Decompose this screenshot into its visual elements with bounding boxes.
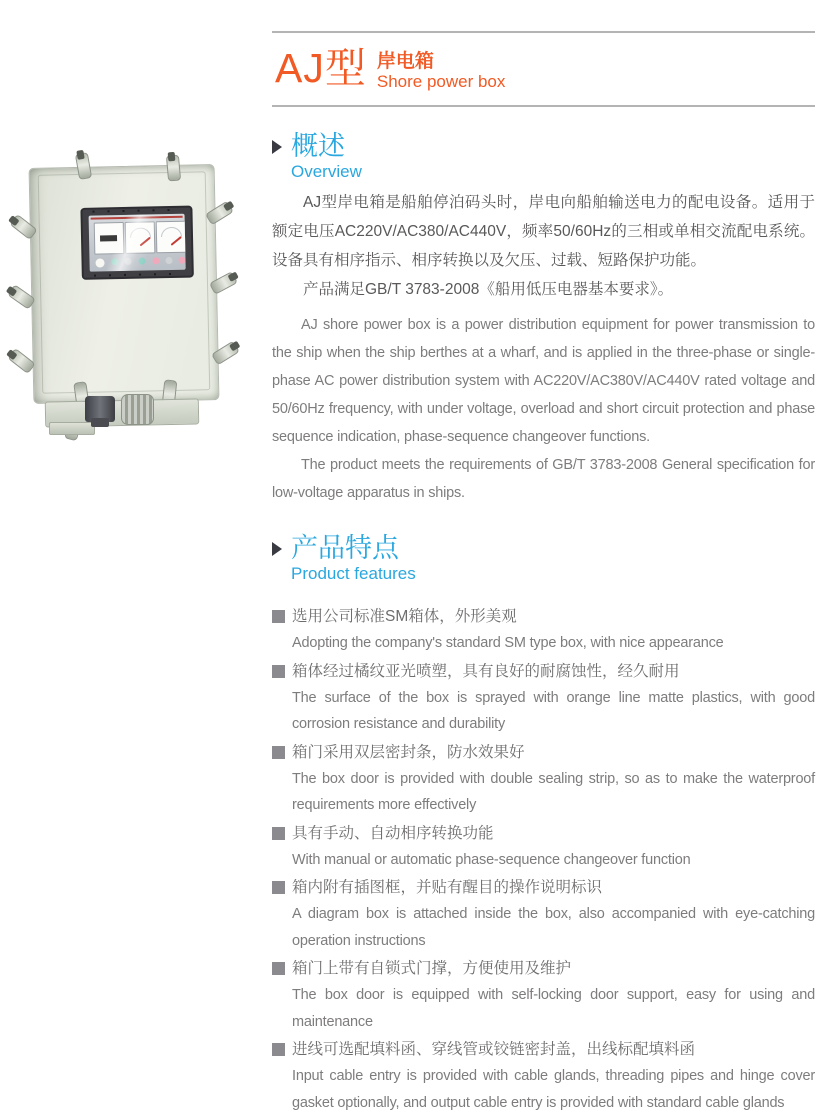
feature-text-en: The box door is equipped with self-locking door support, easy for using and maintenance	[292, 987, 815, 1030]
overview-paragraph-en-2: The product meets the requirements of GB/T 3783-2008 General specification for low-voltage apparatus in ships.	[272, 457, 815, 501]
feature-text-en: The box door is provided with double sealing strip, so as to make the waterproof requirements more effectively	[292, 770, 815, 813]
feature-text-cn: 选用公司标准SM箱体，外形美观	[292, 608, 517, 625]
box-body	[29, 164, 220, 404]
square-bullet-icon	[272, 746, 285, 759]
cable-gland-tip	[91, 418, 109, 427]
feature-item	[272, 603, 815, 657]
feature-text-en: Adopting the company's standard SM type box, with nice appearance	[292, 635, 724, 651]
square-bullet-icon	[272, 962, 285, 975]
product-name-en: Shore power box	[376, 72, 506, 91]
features-heading-en: Product features	[291, 564, 416, 583]
feature-item	[272, 955, 815, 1035]
product-name-cn: 岸电箱	[376, 51, 434, 72]
overview-paragraph-en-1: AJ shore power box is a power distribution equipment for power transmission to the ship when the ship berthes at a wharf, and is applied in the three-phase or single-phase AC power distribution system with AC220V/AC380V/AC440V rated voltage and 50/60Hz frequency, with under voltage, overload and short circuit protection and phase sequence indication, phase-sequence changeover functions.	[272, 317, 815, 445]
overview-heading	[272, 131, 815, 182]
feature-text-cn: 箱体经过橘纹亚光喷塑，具有良好的耐腐蚀性，经久耐用	[292, 662, 680, 680]
feature-text-en: The surface of the box is sprayed with orange line matte plastics, with good corrosion resistance and durability	[292, 689, 815, 732]
overview-paragraph-cn-2: 产品满足GB/T 3783-2008《船用低压电器基本要求》。	[303, 281, 674, 298]
analog-meter-1	[125, 221, 156, 254]
meter-window-glass	[89, 214, 186, 272]
square-bullet-icon	[272, 610, 285, 623]
feature-line-cn	[272, 955, 815, 982]
bottom-foot	[49, 422, 95, 435]
features-heading-cn: 产品特点	[291, 533, 399, 563]
square-bullet-icon	[272, 881, 285, 894]
model-title: AJ型	[275, 45, 367, 91]
door-seam	[38, 171, 211, 393]
meter-scale	[130, 227, 151, 237]
meter-window-frame	[80, 206, 193, 280]
feature-line-cn	[272, 658, 815, 685]
feature-item	[272, 874, 815, 954]
feature-item	[272, 739, 815, 819]
feature-line-cn	[272, 874, 815, 901]
meter-digits	[100, 235, 117, 241]
feature-line-cn	[272, 603, 815, 630]
section-marker-icon	[272, 542, 282, 556]
overview-body	[272, 188, 815, 507]
divider-top	[272, 31, 815, 33]
indicator-light	[152, 257, 159, 264]
overview-heading-cn: 概述	[291, 131, 345, 161]
indicator-light	[138, 258, 145, 265]
feature-item	[272, 1036, 815, 1116]
overview-heading-en: Overview	[291, 162, 362, 181]
indicator-light	[178, 257, 185, 264]
square-bullet-icon	[272, 665, 285, 678]
hour-meter	[94, 222, 125, 255]
overview-paragraph-cn-1: AJ型岸电箱是船舶停泊码头时，岸电向船舶输送电力的配电设备。适用于额定电压AC220V/AC380/AC440V，频率50/60Hz的三相或单相交流配电系统。设备具有相序指示、相序转换以及欠压、过载、短路保护功能。	[272, 194, 815, 269]
feature-text-cn: 箱门上带有自锁式门撑，方便使用及维护	[292, 960, 572, 977]
indicator-light	[111, 258, 118, 265]
feature-line-cn	[272, 1036, 815, 1063]
product-photo	[15, 156, 243, 448]
feature-line-cn	[272, 820, 815, 847]
feature-text-cn: 箱门采用双层密封条，防水效果好	[292, 743, 525, 761]
square-bullet-icon	[272, 1043, 285, 1056]
page-title-block	[275, 45, 505, 92]
features-heading	[272, 533, 815, 584]
window-red-strip	[91, 216, 183, 220]
product-name-block	[377, 51, 506, 92]
indicator-light	[165, 257, 172, 264]
cable-gland-metal	[121, 394, 154, 425]
overview-section	[272, 131, 815, 507]
features-section	[272, 533, 815, 1117]
feature-text-en: With manual or automatic phase-sequence changeover function	[292, 851, 691, 868]
feature-text-cn: 箱内附有插图框，并贴有醒目的操作说明标识	[292, 879, 603, 896]
feature-text-en: A diagram box is attached inside the box, also accompanied with eye-catching operation instructions	[292, 906, 815, 949]
feature-item	[272, 820, 815, 874]
analog-meter-2	[156, 221, 186, 254]
feature-item	[272, 658, 815, 738]
meter-scale	[161, 227, 182, 237]
feature-line-cn	[272, 739, 815, 766]
meter-needle	[171, 236, 182, 246]
indicator-light	[124, 258, 131, 265]
indicator-light	[95, 258, 104, 267]
features-list	[272, 603, 815, 1116]
meter-needle	[140, 237, 151, 247]
section-marker-icon	[272, 140, 282, 154]
latch	[166, 154, 181, 181]
feature-text-en: Input cable entry is provided with cable glands, threading pipes and hinge cover gasket optionally, and output cable entry is provided with standard cable glands	[292, 1068, 815, 1111]
divider-under-title	[272, 105, 815, 107]
feature-text-cn: 进线可选配填料函、穿线管或铰链密封盖，出线标配填料函	[292, 1041, 696, 1058]
square-bullet-icon	[272, 827, 285, 840]
feature-text-cn: 具有手动、自动相序转换功能	[292, 824, 494, 842]
